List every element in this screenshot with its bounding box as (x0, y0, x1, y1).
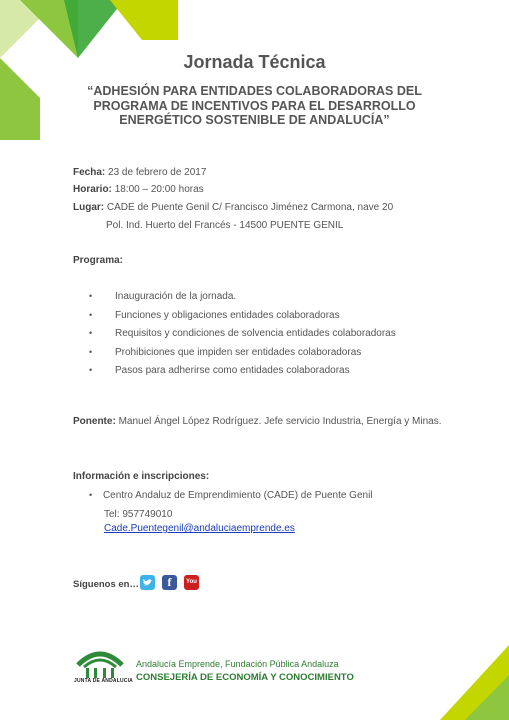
subtitle-line: ENERGÉTICO SOSTENIBLE DE ANDALUCÍA” (119, 113, 390, 127)
footer-line1: Andalucía Emprende, Fundación Pública Andaluza (136, 659, 339, 669)
bullet: • (89, 490, 93, 500)
informacion-label: Información e inscripciones: (73, 471, 210, 482)
facebook-icon[interactable]: f (162, 575, 177, 590)
informacion-center-row (89, 490, 373, 501)
fecha-label: Fecha: (73, 167, 106, 178)
tel-text: Tel: 957749010 (104, 509, 173, 520)
footer-line2: CONSEJERÍA DE ECONOMÍA Y CONOCIMIENTO (136, 672, 354, 683)
center-name: Centro Andaluz de Emprendimiento (CADE) de Puente Genil (102, 490, 373, 501)
corner-decoration-bottom (420, 645, 509, 720)
list-item: • Inauguración de la jornada. (89, 291, 237, 302)
subtitle-line: PROGRAMA DE INCENTIVOS PARA EL DESARROLLO (93, 98, 416, 113)
ponente-value: Manuel Ángel López Rodríguez. Jefe servicio Industria, Energía y Minas. (118, 416, 442, 427)
youtube-icon[interactable]: You (184, 575, 199, 590)
programa-label: Programa: (73, 255, 124, 266)
fecha-value: 23 de febrero de 2017 (108, 167, 207, 178)
junta-logo-text: JUNTA DE ANDALUCIA (74, 678, 133, 684)
ponente-label: Ponente: (73, 416, 116, 427)
page-title: Jornada Técnica (183, 52, 326, 72)
programa-list (89, 291, 449, 384)
list-item: • Pasos para adherirse como entidades colaboradoras (89, 365, 350, 376)
horario-label: Horario: (73, 184, 112, 195)
horario-value: 18:00 – 20:00 horas (114, 184, 204, 195)
email-link[interactable]: Cade.Puentegenil@andaluciaemprende.es (104, 523, 295, 534)
fecha-row (73, 167, 206, 178)
list-item: • Prohibiciones que impiden ser entidades colaboradoras (89, 346, 362, 358)
subtitle-line: “ADHESIÓN PARA ENTIDADES COLABORADORAS DEL (87, 84, 422, 98)
twitter-icon[interactable] (140, 575, 155, 590)
lugar-value: CADE de Puente Genil C/ Francisco Jiménez Carmona, nave 20 (106, 202, 394, 213)
lugar-label: Lugar: (73, 202, 105, 213)
list-item: • Requisitos y condiciones de solvencia entidades colaboradoras (89, 328, 396, 339)
list-item: • Funciones y obligaciones entidades colaboradoras (89, 309, 340, 321)
lugar-row (73, 202, 393, 213)
horario-row (73, 184, 204, 195)
social-label: Síguenos en… (73, 579, 139, 590)
event-subtitle (70, 84, 439, 128)
lugar-value-line2: Pol. Ind. Huerto del Francés - 14500 PUENTE GENIL (106, 220, 344, 231)
ponente-row (73, 416, 493, 427)
